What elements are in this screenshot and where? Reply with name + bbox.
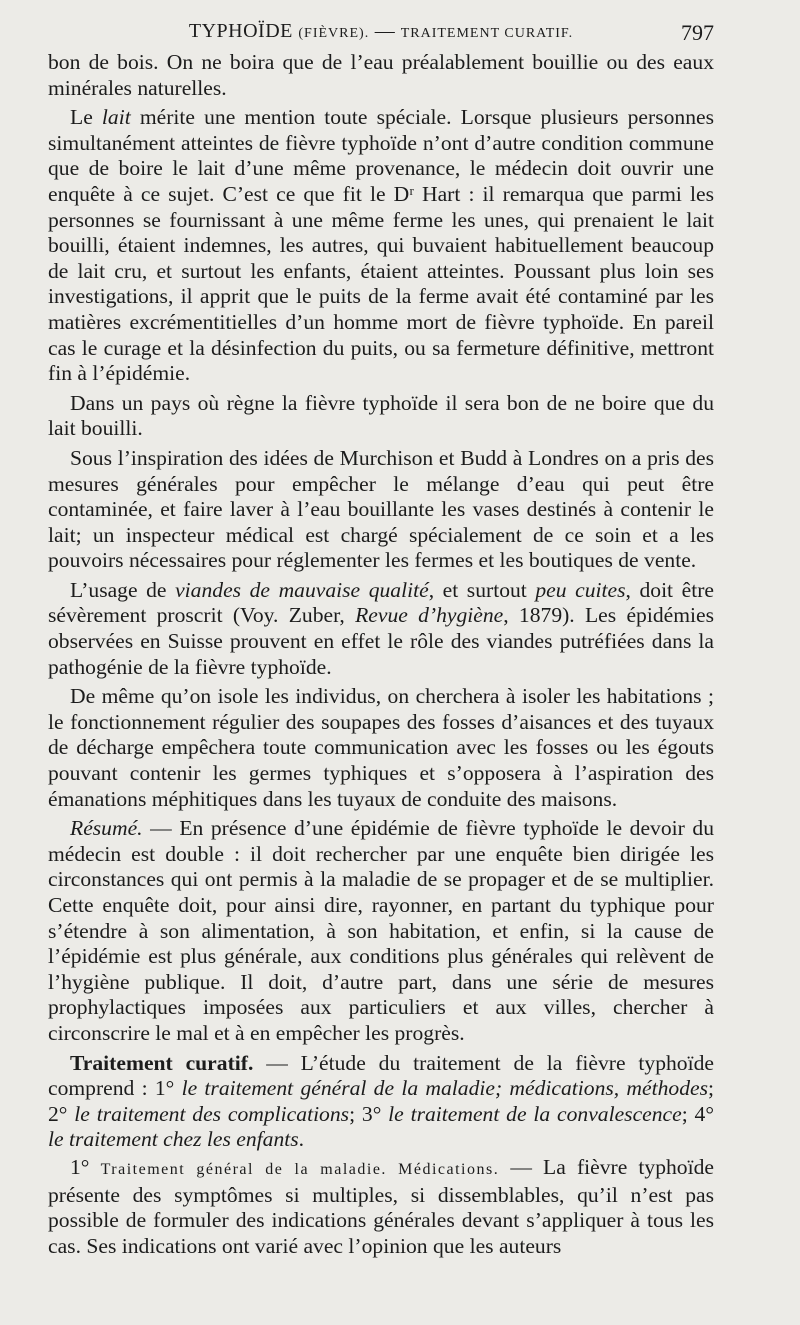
p7-text: — En présence d’une épidémie de fièvre typhoïde le devoir du médecin est double : il doit rechercher par une enquête bien dirigée les circonstances qui ont permis à la maladie de se propager et de se multiplier. Cette enquête doit, pour ainsi dire, rayonner, en partant du typhique pour s’étendre à son alimentation, à son habitation, et enfin, si la cause de l’épidémie est plus générale, aux conditions plus générales qui relèvent de l’hygiène publique. Il doit, d’autre part, dans une série de mesures prophylactiques imposées aux particuliers et aux villes, chercher à circonscrire le mal et à en empêcher les progrès. bbox=[48, 816, 714, 1045]
paragraph-7 bbox=[48, 816, 714, 1046]
p2-post: mérite une mention toute spéciale. Lorsque plusieurs personnes simultanément atteintes de fièvre typhoïde n’ont d’autre condition commune que de boire le lait d’une même provenance, le médecin doit ouvrir une enquête à ce sujet. C’est ce que fit le Dʳ Hart : il remarqua que parmi les personnes se fournissant à une même ferme les unes, qui prenaient le lait bouilli, étaient indemnes, les autres, qui buvaient habituellement beaucoup de lait cru, et surtout les enfants, étaient atteintes. Poussant plus loin ses investigations, il apprit que le puits de la ferme avait été contaminé par les matières excrémentitielles d’un homme mort de fièvre typhoïde. En pareil cas le curage et la désinfection du puits, ou sa fermeture définitive, mettront fin à l’épidémie. bbox=[48, 105, 714, 386]
p8-emphasis-2: le traitement des complications bbox=[74, 1101, 350, 1126]
p8-emphasis-3: le traitement de la convalescence bbox=[388, 1101, 682, 1126]
p8-emphasis-1: le traitement général de la maladie; médications, méthodes bbox=[181, 1076, 708, 1101]
paragraph-6: De même qu’on isole les individus, on cherchera à isoler les habitations ; le fonctionnement régulier des soupapes des fosses d’aisances et des tuyaux de décharge empêchera toute communication avec les fosses ou les égouts pouvant contenir les germes typhiques et s’opposera à l’aspiration des émanations méphitiques dans les tuyaux de conduite des maisons. bbox=[48, 684, 714, 811]
running-header bbox=[48, 16, 714, 50]
p5-emphasis-2: peu cuites bbox=[535, 577, 626, 602]
paragraph-2 bbox=[48, 105, 714, 387]
page-number: 797 bbox=[681, 20, 714, 45]
header-title: TYPHOÏDE bbox=[188, 20, 293, 42]
p8-d: ; 4° bbox=[681, 1101, 714, 1126]
p9-number: 1° bbox=[70, 1154, 101, 1179]
p8-c: ; 3° bbox=[349, 1101, 389, 1126]
p2-emphasis: lait bbox=[101, 105, 131, 130]
header-section: TRAITEMENT CURATIF. bbox=[400, 26, 574, 41]
paragraph-1: bon de bois. On ne boira que de l’eau préalablement bouillie ou des eaux minérales naturelles. bbox=[48, 50, 714, 100]
p9-section-heading: Traitement général de la maladie. Médications. bbox=[100, 1160, 500, 1178]
paragraph-8 bbox=[48, 1051, 714, 1153]
paragraph-4: Sous l’inspiration des idées de Murchison et Budd à Londres on a pris des mesures générales pour empêcher le mélange d’eau qui peut être contaminée, et faire laver à l’eau bouillante les vases destinés à contenir le lait; un inspecteur médical est chargé spécialement de ce soin et a les pouvoirs nécessaires pour réglementer les fermes et les boutiques de vente. bbox=[48, 445, 714, 573]
p5-emphasis-3: Revue d’hygiène bbox=[355, 603, 504, 628]
p5-emphasis-1: viandes de mauvaise qualité bbox=[175, 577, 429, 602]
body-text bbox=[48, 50, 714, 1263]
p8-a: — L’étude du traitement de la fièvre typhoïde comprend : 1° bbox=[48, 1050, 714, 1101]
p8-b: ; 2° bbox=[48, 1076, 714, 1126]
traitement-curatif-heading: Traitement curatif. bbox=[70, 1050, 254, 1075]
p5-c: , doit être sévèrement proscrit (Voy. Zuber, bbox=[48, 577, 714, 628]
header-dash: — bbox=[374, 20, 396, 42]
paragraph-3: Dans un pays où règne la fièvre typhoïde il sera bon de ne boire que du lait bouilli. bbox=[48, 390, 714, 441]
p5-b: , et surtout bbox=[428, 577, 536, 602]
p5-d: , 1879). Les épidémies observées en Suisse prouvent en effet le rôle des viandes putréfiées dans la pathogénie de la fièvre typhoïde. bbox=[48, 603, 714, 679]
p2-pre: Le bbox=[70, 105, 102, 130]
header-fievre: (FIÈVRE). bbox=[298, 26, 370, 41]
p8-e: . bbox=[298, 1127, 305, 1152]
p5-a: L’usage de bbox=[70, 577, 176, 602]
p8-emphasis-4: le traitement chez les enfants bbox=[48, 1127, 299, 1152]
paragraph-5 bbox=[48, 578, 714, 680]
paragraph-9 bbox=[48, 1155, 714, 1259]
header-title-line bbox=[48, 20, 714, 43]
p7-resume-heading: Résumé. bbox=[70, 816, 143, 841]
p9-text: — La fièvre typhoïde présente des symptômes si multiples, si dissemblables, qu’il n’est pas possible de formuler des indications générales devant s’appliquer à tous les cas. Ses indications ont varié avec l’opinion que les auteurs bbox=[48, 1154, 714, 1258]
